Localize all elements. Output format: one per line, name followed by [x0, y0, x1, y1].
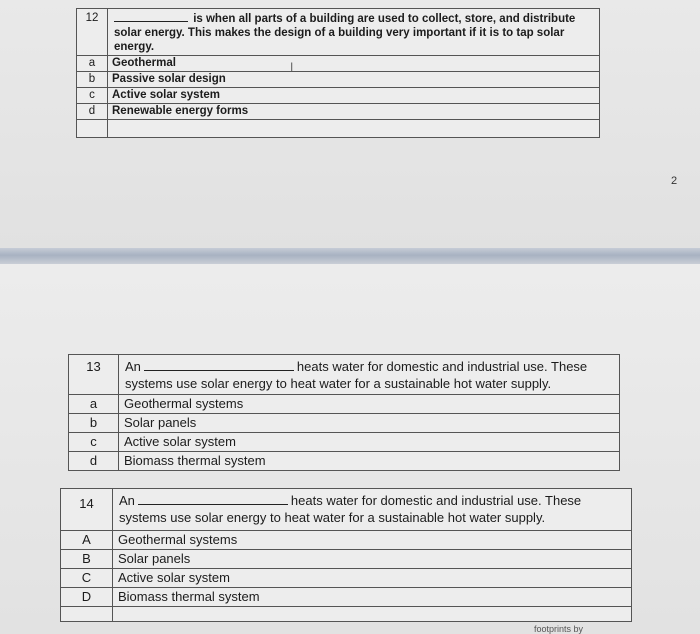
- option-text[interactable]: Solar panels: [113, 550, 632, 569]
- option-letter: D: [61, 588, 113, 607]
- option-letter: a: [77, 56, 108, 72]
- option-letter: d: [77, 104, 108, 120]
- option-text[interactable]: Geothermal systems: [113, 531, 632, 550]
- option-text[interactable]: Geothermal: [108, 56, 600, 72]
- answer-blank[interactable]: [114, 11, 188, 22]
- question-stem-lead: An: [125, 359, 141, 374]
- question-number: 14: [61, 489, 113, 531]
- question-stem: [119, 355, 620, 395]
- question-number: 13: [69, 355, 119, 395]
- question-stem-text: heats water for domestic and industrial use. These systems use solar energy to heat water for a sustainable hot water supply.: [125, 359, 588, 391]
- option-text[interactable]: Active solar system: [113, 569, 632, 588]
- empty-cell: [113, 607, 632, 622]
- page-number: 2: [671, 175, 678, 187]
- empty-cell: [108, 120, 600, 138]
- page-break: [0, 248, 700, 264]
- question-stem-text: is when all parts of a building are used to collect, store, and distribute solar energy. This makes the design of a building very important if it is to tap solar energy.: [114, 13, 576, 53]
- option-text[interactable]: Active solar system: [108, 88, 600, 104]
- option-letter: c: [69, 433, 119, 452]
- option-text[interactable]: Biomass thermal system: [113, 588, 632, 607]
- option-text[interactable]: Solar panels: [119, 414, 620, 433]
- text-cursor-icon: I: [290, 60, 294, 74]
- option-text[interactable]: Geothermal systems: [119, 395, 620, 414]
- option-letter: A: [61, 531, 113, 550]
- option-letter: c: [77, 88, 108, 104]
- empty-cell: [61, 607, 113, 622]
- option-letter: b: [77, 72, 108, 88]
- answer-blank[interactable]: [138, 493, 288, 505]
- question-number: 12: [77, 9, 108, 56]
- option-text[interactable]: Renewable energy forms: [108, 104, 600, 120]
- question-14-table: [60, 488, 632, 622]
- option-letter: d: [69, 452, 119, 471]
- option-text[interactable]: Biomass thermal system: [119, 452, 620, 471]
- footer-text-fragment: footprints by: [534, 624, 584, 634]
- option-letter: B: [61, 550, 113, 569]
- answer-blank[interactable]: [144, 359, 294, 371]
- question-13-table: [68, 354, 620, 471]
- empty-cell: [77, 120, 108, 138]
- option-letter: b: [69, 414, 119, 433]
- option-text[interactable]: Active solar system: [119, 433, 620, 452]
- option-letter: C: [61, 569, 113, 588]
- question-stem-lead: An: [119, 493, 135, 508]
- question-12-table: [76, 8, 600, 138]
- option-text[interactable]: Passive solar design: [108, 72, 600, 88]
- option-letter: a: [69, 395, 119, 414]
- question-stem: [113, 489, 632, 531]
- question-stem-text: heats water for domestic and industrial use. These systems use solar energy to heat water for a sustainable hot water supply.: [119, 493, 582, 525]
- question-stem: [108, 9, 600, 56]
